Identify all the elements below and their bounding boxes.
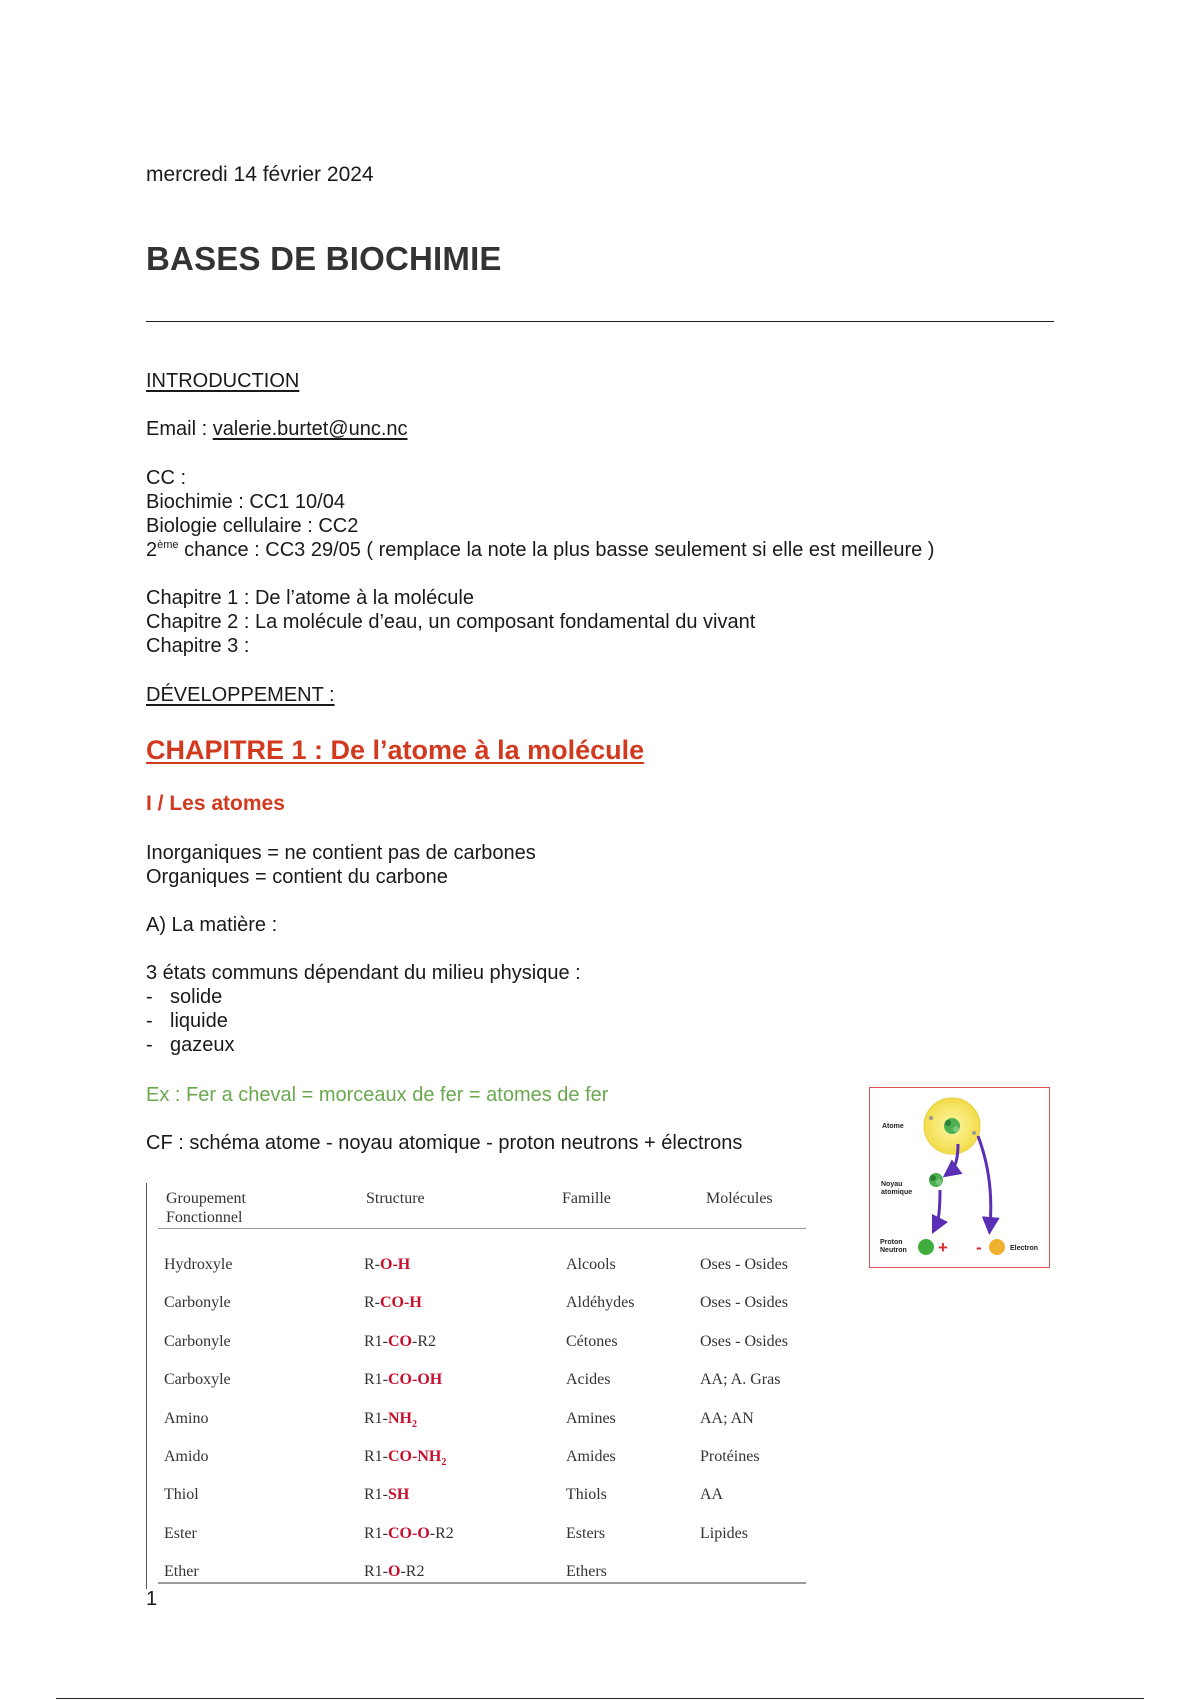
page-number: 1 (146, 1588, 158, 1610)
cc2-line: Biologie cellulaire : CC2 (146, 515, 359, 537)
structure-cell (364, 1523, 454, 1545)
structure-prefix: R1- (364, 1371, 388, 1389)
neutron-label: Neutron (880, 1247, 907, 1254)
title-divider (146, 321, 1054, 322)
functional-group: NH (388, 1409, 412, 1427)
functional-group: CO (388, 1332, 412, 1350)
chapter-1-title: CHAPITRE 1 : De l’atome à la molécule (146, 735, 645, 765)
atom-diagram-svg (870, 1088, 1048, 1266)
family-cell: Amines (566, 1409, 616, 1427)
group-cell: Carbonyle (164, 1294, 231, 1312)
functional-group: CO-H (380, 1294, 422, 1312)
page-bottom-rule (56, 1698, 1144, 1699)
nucleus-label: Noyau (881, 1181, 903, 1188)
molecules-cell: AA (700, 1486, 724, 1504)
state-item (146, 1009, 228, 1033)
header-famille: Famille (562, 1190, 611, 1207)
group-cell: Carbonyle (164, 1332, 231, 1350)
family-cell: Thiols (566, 1486, 607, 1504)
example-line: Ex : Fer a cheval = morceaux de fer = atomes de fer (146, 1084, 609, 1106)
structure-prefix: R1- (364, 1563, 388, 1581)
minus-sign: - (976, 1238, 982, 1257)
email-link[interactable]: valerie.burtet@unc.nc (212, 418, 408, 440)
chapter-list-item: Chapitre 3 : (146, 635, 250, 657)
group-cell: Hydroxyle (164, 1256, 233, 1273)
proton-label: Proton (880, 1239, 903, 1246)
chapter-list-item: Chapitre 2 : La molécule d’eau, un composant fondamental du vivant (146, 611, 756, 633)
structure-cell (364, 1446, 446, 1468)
cc3-text: chance : CC3 29/05 ( remplace la note la plus basse seulement si elle est meilleure ) (178, 539, 935, 561)
structure-suffix: -R2 (412, 1332, 436, 1350)
atom-diagram (869, 1087, 1050, 1268)
structure-prefix: R1- (364, 1524, 388, 1542)
molecules-cell: Oses - Osides (700, 1256, 788, 1273)
molecules-cell: Oses - Osides (700, 1332, 788, 1350)
structure-prefix: R1- (364, 1486, 388, 1504)
table-row (146, 1408, 806, 1432)
structure-prefix: R- (364, 1256, 380, 1273)
table-bottom-rule (158, 1582, 806, 1584)
functional-group: O (388, 1563, 401, 1581)
section-atoms-title: I / Les atomes (146, 792, 285, 815)
atom-nucleus-icon (944, 1118, 960, 1134)
structure-cell (364, 1369, 442, 1391)
functional-group: SH (388, 1486, 410, 1504)
organic-line: Organiques = contient du carbone (146, 866, 448, 888)
table-row (146, 1331, 806, 1355)
plus-sign: + (938, 1238, 948, 1257)
cc1-line: Biochimie : CC1 10/04 (146, 491, 345, 513)
group-cell: Carboxyle (164, 1371, 231, 1389)
structure-cell (364, 1561, 424, 1583)
family-cell: Alcools (566, 1256, 616, 1273)
structure-prefix: R1- (364, 1448, 388, 1465)
state-item (146, 1033, 235, 1057)
group-cell: Thiol (164, 1486, 199, 1504)
states-intro: 3 états communs dépendant du milieu physique : (146, 962, 581, 984)
structure-suffix: -R2 (429, 1524, 454, 1542)
arrow-icon (978, 1136, 991, 1226)
email-line (146, 417, 408, 441)
document-title: BASES DE BIOCHIMIE (146, 240, 502, 277)
atom-label: Atome (882, 1123, 904, 1130)
email-label: Email : (146, 418, 213, 440)
table-row (146, 1446, 806, 1470)
matter-heading: A) La matière : (146, 914, 278, 936)
header-molecules: Molécules (706, 1190, 773, 1207)
cc3-superscript: ème (157, 539, 179, 551)
bullet: - (146, 1010, 153, 1032)
inorganic-line: Inorganiques = ne contient pas de carbones (146, 842, 536, 864)
document-date: mercredi 14 février 2024 (146, 163, 374, 186)
family-cell: Amides (566, 1448, 616, 1465)
structure-prefix: R1- (364, 1332, 388, 1350)
functional-group: CO-NH (388, 1448, 442, 1465)
molecules-cell: Protéines (700, 1448, 760, 1465)
cc3-prefix: 2 (146, 539, 158, 561)
electron-label: Electron (1010, 1245, 1039, 1252)
introduction-heading: INTRODUCTION (146, 370, 300, 392)
cc3-line (146, 538, 934, 562)
subscript: 2 (412, 1418, 417, 1430)
development-heading: DÉVELOPPEMENT : (146, 684, 335, 706)
table-row (146, 1523, 806, 1547)
state-label: gazeux (170, 1034, 235, 1056)
subscript: 2 (441, 1457, 447, 1469)
table-row (146, 1254, 806, 1278)
state-label: solide (170, 986, 223, 1008)
arrow-icon (936, 1190, 940, 1226)
group-cell: Amido (164, 1448, 209, 1465)
bullet: - (146, 986, 153, 1008)
family-cell: Acides (566, 1371, 611, 1389)
proton-icon (918, 1239, 934, 1255)
family-cell: Esters (566, 1524, 606, 1542)
header-structure: Structure (366, 1190, 425, 1207)
state-item (146, 985, 223, 1009)
functional-group: O-H (380, 1256, 411, 1273)
structure-cell (364, 1292, 422, 1314)
electron-icon (989, 1239, 1005, 1255)
table-row (146, 1369, 806, 1393)
state-label: liquide (170, 1010, 228, 1032)
molecules-cell: Lipides (700, 1524, 748, 1542)
structure-cell (364, 1331, 436, 1353)
functional-groups-table (146, 1183, 808, 1589)
functional-group: CO-O (388, 1524, 430, 1542)
structure-cell (364, 1254, 410, 1276)
table-header-rule (158, 1228, 806, 1229)
bullet: - (146, 1034, 153, 1056)
chapter-list-item: Chapitre 1 : De l’atome à la molécule (146, 587, 474, 609)
nucleus-label: atomique (881, 1189, 913, 1196)
family-cell: Aldéhydes (566, 1294, 635, 1312)
cc-label: CC : (146, 467, 186, 489)
table-row (146, 1292, 806, 1316)
structure-prefix: R- (364, 1294, 380, 1312)
molecules-cell: AA; A. Gras (700, 1371, 781, 1389)
cf-line: CF : schéma atome - noyau atomique - proton neutrons + électrons (146, 1132, 743, 1154)
structure-prefix: R1- (364, 1409, 388, 1427)
group-cell: Amino (164, 1409, 209, 1427)
structure-suffix: -R2 (400, 1563, 425, 1581)
group-cell: Ester (164, 1524, 197, 1542)
group-cell: Ether (164, 1563, 199, 1581)
family-cell: Ethers (566, 1563, 607, 1581)
molecules-cell: AA; AN (700, 1409, 754, 1427)
header-groupement: Groupement Fonctionnel (166, 1190, 246, 1226)
table-row (146, 1484, 806, 1508)
family-cell: Cétones (566, 1332, 618, 1350)
molecules-cell: Oses - Osides (700, 1294, 788, 1312)
structure-cell (364, 1408, 417, 1430)
functional-group: CO-OH (388, 1371, 443, 1389)
structure-cell (364, 1484, 409, 1506)
